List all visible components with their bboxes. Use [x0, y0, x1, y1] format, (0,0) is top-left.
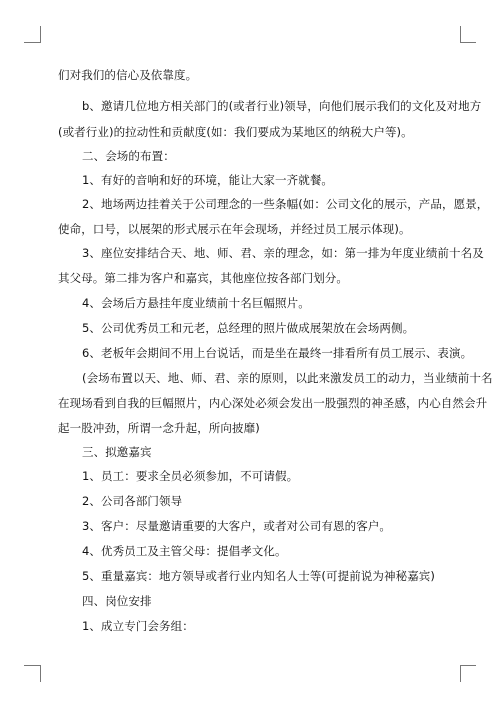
list-item: 1、有好的音响和好的环境，能让大家一齐就餐。 — [82, 173, 334, 187]
crop-mark-bottom-right-v — [460, 665, 461, 682]
section-heading: 四、岗位安排 — [82, 594, 152, 608]
crop-mark-top-right-h — [460, 42, 476, 43]
list-item: 4、优秀员工及主管父母：提倡孝文化。 — [82, 544, 287, 558]
list-item: 2、公司各部门领导 — [82, 494, 183, 508]
crop-mark-top-left-v — [40, 26, 41, 43]
list-item: 6、老板年会期间不用上台说话，而是坐在最终一排看所有员工展示、表演。 — [82, 346, 473, 360]
section-heading: 二、会场的布置： — [82, 149, 175, 163]
paragraph-line: 使命，口号，以展架的形式展示在年会现场，并经过员工展示体现)。 — [58, 222, 411, 236]
list-item: 3、客户：尽量邀请重要的大客户，或者对公司有恩的客户。 — [82, 519, 392, 533]
list-item: 3、座位安排结合天、地、师、君、亲的理念，如：第一排为年度业绩前十名及 — [82, 246, 484, 260]
crop-mark-bottom-left-v — [40, 665, 41, 682]
paragraph-line: b、邀请几位地方相关部门的(或者行业)领导，向他们展示我们的文化及对地方 — [82, 99, 482, 113]
list-item: 5、公司优秀员工和元老，总经理的照片做成展架放在会场两侧。 — [82, 321, 415, 335]
paragraph-line: 其父母。第二排为客户和嘉宾，其他座位按各部门划分。 — [58, 271, 348, 285]
list-item: 1、成立专门会务组： — [82, 619, 194, 633]
paragraph-line: 起一股冲劲，所谓一念升起，所向披靡) — [58, 421, 260, 435]
list-item: 5、重量嘉宾：地方领导或者行业内知名人士等(可提前说为神秘嘉宾) — [82, 569, 435, 583]
crop-mark-top-right-v — [460, 26, 461, 43]
crop-mark-bottom-right-h — [460, 665, 476, 666]
crop-mark-bottom-left-h — [24, 665, 40, 666]
list-item: 1、员工：要求全员必须参加，不可请假。 — [82, 469, 299, 483]
crop-mark-top-left-h — [24, 42, 40, 43]
paragraph-line: (或者行业)的拉动性和贡献度(如：我们要成为某地区的纳税大户等)。 — [58, 125, 413, 139]
paragraph-line: (会场布置以天、地、师、君、亲的原则，以此来激发员工的动力，当业绩前十名 — [82, 371, 493, 385]
paragraph-line: 在现场看到自我的巨幅照片，内心深处必须会发出一股强烈的神圣感，内心自然会升 — [58, 396, 488, 410]
section-heading: 三、拟邀嘉宾 — [82, 445, 152, 459]
list-item: 4、会场后方悬挂年度业绩前十名巨幅照片。 — [82, 296, 310, 310]
list-item: 2、地场两边挂着关于公司理念的一些条幅(如：公司文化的展示，产品，愿景， — [82, 197, 489, 211]
paragraph-line: 们对我们的信心及依靠度。 — [58, 68, 198, 82]
